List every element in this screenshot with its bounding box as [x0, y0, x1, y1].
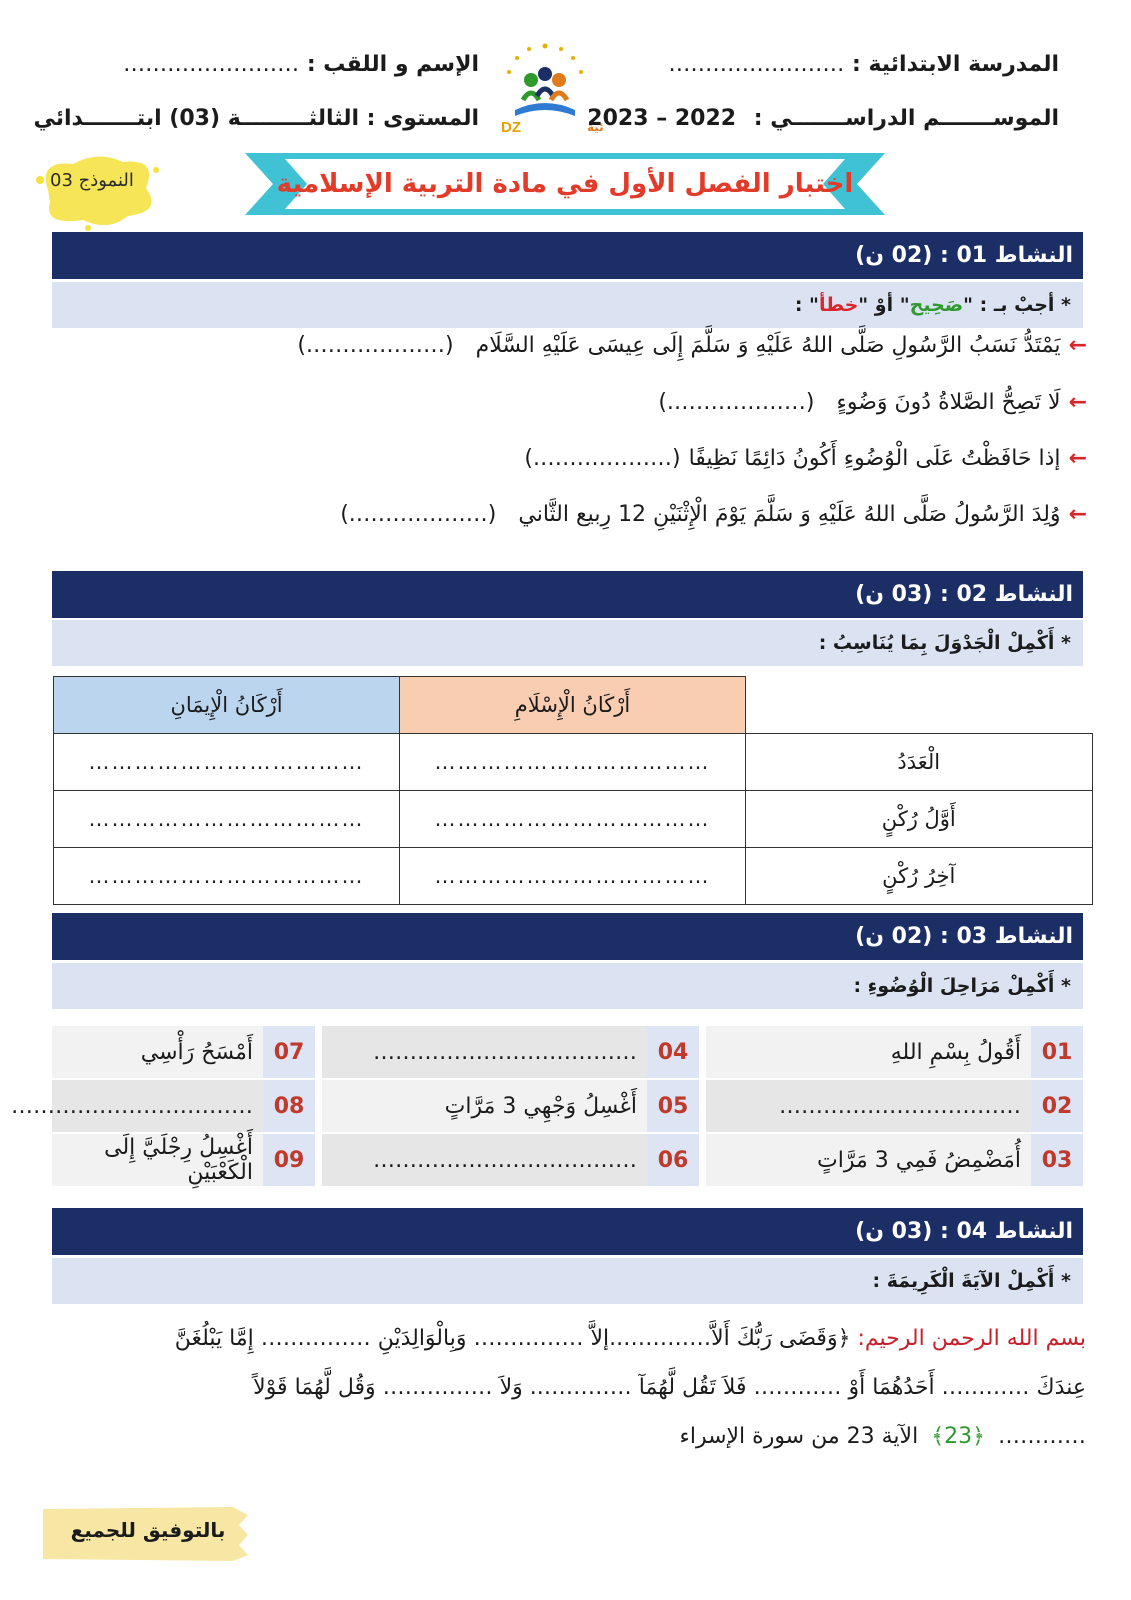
- arrow-left-icon: ←: [1068, 502, 1087, 527]
- col-head-iman: أَرْكَانُ الْإِيمَانِ: [54, 677, 400, 734]
- row-label: أَوَّلُ رُكْنٍ: [746, 791, 1093, 848]
- ayah-number: 23: [944, 1424, 973, 1449]
- instruction-mid: " أوْ ": [858, 294, 910, 316]
- statement-text: لَا تَصِحُّ الصَّلاةُ دُونَ وَضُوءٍ: [836, 390, 1061, 415]
- answer-cell[interactable]: ………………………………: [54, 791, 400, 848]
- answer-cell[interactable]: ………………………………: [400, 848, 746, 905]
- step-number: 07: [263, 1026, 315, 1078]
- school-dots: ……………………: [668, 52, 845, 77]
- step-number: 05: [647, 1080, 699, 1132]
- season-field: [587, 106, 1059, 131]
- name-dots: ……………………: [123, 52, 300, 77]
- step-text: أَمْسَحُ رَأْسِي: [52, 1026, 263, 1078]
- step-number: 04: [647, 1026, 699, 1078]
- row-label: آخِرُ رُكْنٍ: [746, 848, 1093, 905]
- answer-cell[interactable]: ………………………………: [400, 734, 746, 791]
- step-text[interactable]: ………………………………: [322, 1134, 647, 1186]
- table-row: [54, 734, 1093, 791]
- step-number: 08: [263, 1080, 315, 1132]
- page-title: اختبار الفصل الأول في مادة التربية الإسلامية: [276, 169, 854, 199]
- arrow-left-icon: ←: [1068, 446, 1087, 471]
- basmala: بسم الله الرحمن الرحيم:: [857, 1326, 1086, 1351]
- arrow-left-icon: ←: [1068, 333, 1087, 358]
- instruction-prefix: * أجبْ بـ : ": [963, 294, 1071, 316]
- ayah-number-ornament: ﴿23﴾: [931, 1424, 985, 1449]
- logo-dz: DZ: [501, 119, 521, 136]
- instruction-suffix: " :: [794, 294, 819, 316]
- option-false: خطأ: [818, 294, 859, 316]
- answer-blank[interactable]: (……………….): [297, 333, 454, 358]
- row-label: الْعَدَدُ: [746, 734, 1093, 791]
- step-text: أَغْسِلُ وَجْهِي 3 مَرَّاتٍ: [322, 1080, 647, 1132]
- activity1-header: النشاط 01 : (02 ن): [52, 232, 1083, 279]
- activity1-instruction: [52, 282, 1083, 328]
- name-label: الإسم و اللقب :: [306, 52, 479, 77]
- step-text: أَغْسِلُ رِجْلَيَّ إِلَى الْكَعْبَيْنِ: [52, 1134, 263, 1186]
- logo-text: ئية: [587, 120, 603, 134]
- table-row: [54, 791, 1093, 848]
- step-number: 09: [263, 1134, 315, 1186]
- activity3-header: النشاط 03 : (02 ن): [52, 913, 1083, 960]
- answer-cell[interactable]: ………………………………: [54, 848, 400, 905]
- step-text: أُمَضْمِضُ فَمِي 3 مَرَّاتٍ: [706, 1134, 1031, 1186]
- statement-3: [524, 446, 1087, 471]
- arrow-left-icon: ←: [1068, 390, 1087, 415]
- school-logo: [487, 38, 603, 138]
- option-true: صَحِيح: [909, 294, 964, 316]
- answer-blank[interactable]: (……………….): [340, 502, 497, 527]
- step-text[interactable]: ………………………………: [322, 1026, 647, 1078]
- answer-cell[interactable]: ………………………………: [400, 791, 746, 848]
- statement-2: [658, 390, 1087, 415]
- answer-blank[interactable]: (……………….): [658, 390, 815, 415]
- name-field: [123, 52, 479, 77]
- verse-line-1: [175, 1326, 1086, 1351]
- school-label: المدرسة الابتدائية :: [851, 52, 1059, 77]
- step-number: 03: [1031, 1134, 1083, 1186]
- step-text[interactable]: ……………………………: [52, 1080, 263, 1132]
- verse-line-3: [679, 1424, 1086, 1449]
- statement-1: [297, 333, 1087, 358]
- pillars-table: [53, 676, 1093, 905]
- model-label: النموذج 03: [50, 170, 134, 191]
- step-number: 06: [647, 1134, 699, 1186]
- wudu-steps-grid: [11, 1026, 1083, 1188]
- statement-4: [340, 502, 1087, 527]
- school-field: [668, 52, 1059, 77]
- footer-note: بالتوفيق للجميع: [70, 1518, 226, 1542]
- activity3-instruction: * أَكْمِلْ مَرَاحِلَ الْوُضُوءِ :: [52, 963, 1083, 1009]
- verse-blank[interactable]: …………: [998, 1424, 1086, 1449]
- step-text: أَقُولُ بِسْمِ اللهِ: [706, 1026, 1031, 1078]
- answer-blank[interactable]: (……………….): [524, 446, 681, 471]
- statement-text: يَمْتَدُّ نَسَبُ الرَّسُولِ صَلَّى اللهُ عَلَيْهِ وَ سَلَّمَ إِلَى عِيسَى عَلَيْهِ السَّلَام: [475, 333, 1061, 358]
- activity4-header: النشاط 04 : (03 ن): [52, 1208, 1083, 1255]
- activity2-instruction: * أَكْمِلْ الْجَدْوَلَ بِمَا يُنَاسِبُ :: [52, 620, 1083, 666]
- model-splash: [28, 150, 168, 232]
- season-label: الموســـــــم الدراســـــــي :: [753, 106, 1059, 131]
- step-text[interactable]: ……………………………: [706, 1080, 1031, 1132]
- season-value: 2022 – 2023: [587, 106, 737, 131]
- verse-line-2: عِندَكَ ………… أَحَدُهُمَا أَوْ ………… فَلاَ تَقُل لَّهُمَآ ………….. وَلاَ …………… وَقُل لَّهُمَا قَوْلاً: [253, 1375, 1086, 1400]
- table-row: [54, 848, 1093, 905]
- statement-text: إذا حَافَظْتُ عَلَى الْوُضُوءِ أَكُونُ دَائِمًا نَظِيفًا: [688, 446, 1061, 471]
- step-number: 02: [1031, 1080, 1083, 1132]
- statement-text: وُلِدَ الرَّسُولُ صَلَّى اللهُ عَلَيْهِ وَ سَلَّمَ يَوْمَ الْإِثْنَيْنِ 12 رِبيع الثَّاني: [518, 502, 1061, 527]
- level-field: المستوى : الثالثـــــــــة (03) ابتـــــــدائي: [33, 106, 479, 131]
- activity4-instruction: * أَكْمِلْ الآيَةَ الْكَرِيمَةَ :: [52, 1258, 1083, 1304]
- activity2-header: النشاط 02 : (03 ن): [52, 571, 1083, 618]
- verse-reference: الآية 23 من سورة الإسراء: [679, 1424, 919, 1449]
- table-corner: [746, 677, 1093, 734]
- answer-cell[interactable]: ………………………………: [54, 734, 400, 791]
- step-number: 01: [1031, 1026, 1083, 1078]
- col-head-islam: أَرْكَانُ الْإِسْلَامِ: [400, 677, 746, 734]
- verse-text: ﴿وَقَضَى رَبُّكَ أَلاَّ…………..إلاَّ …………… وَبِالْوَالِدَيْنِ …………… إِمَّا يَبْلُغَنَّ: [174, 1326, 851, 1351]
